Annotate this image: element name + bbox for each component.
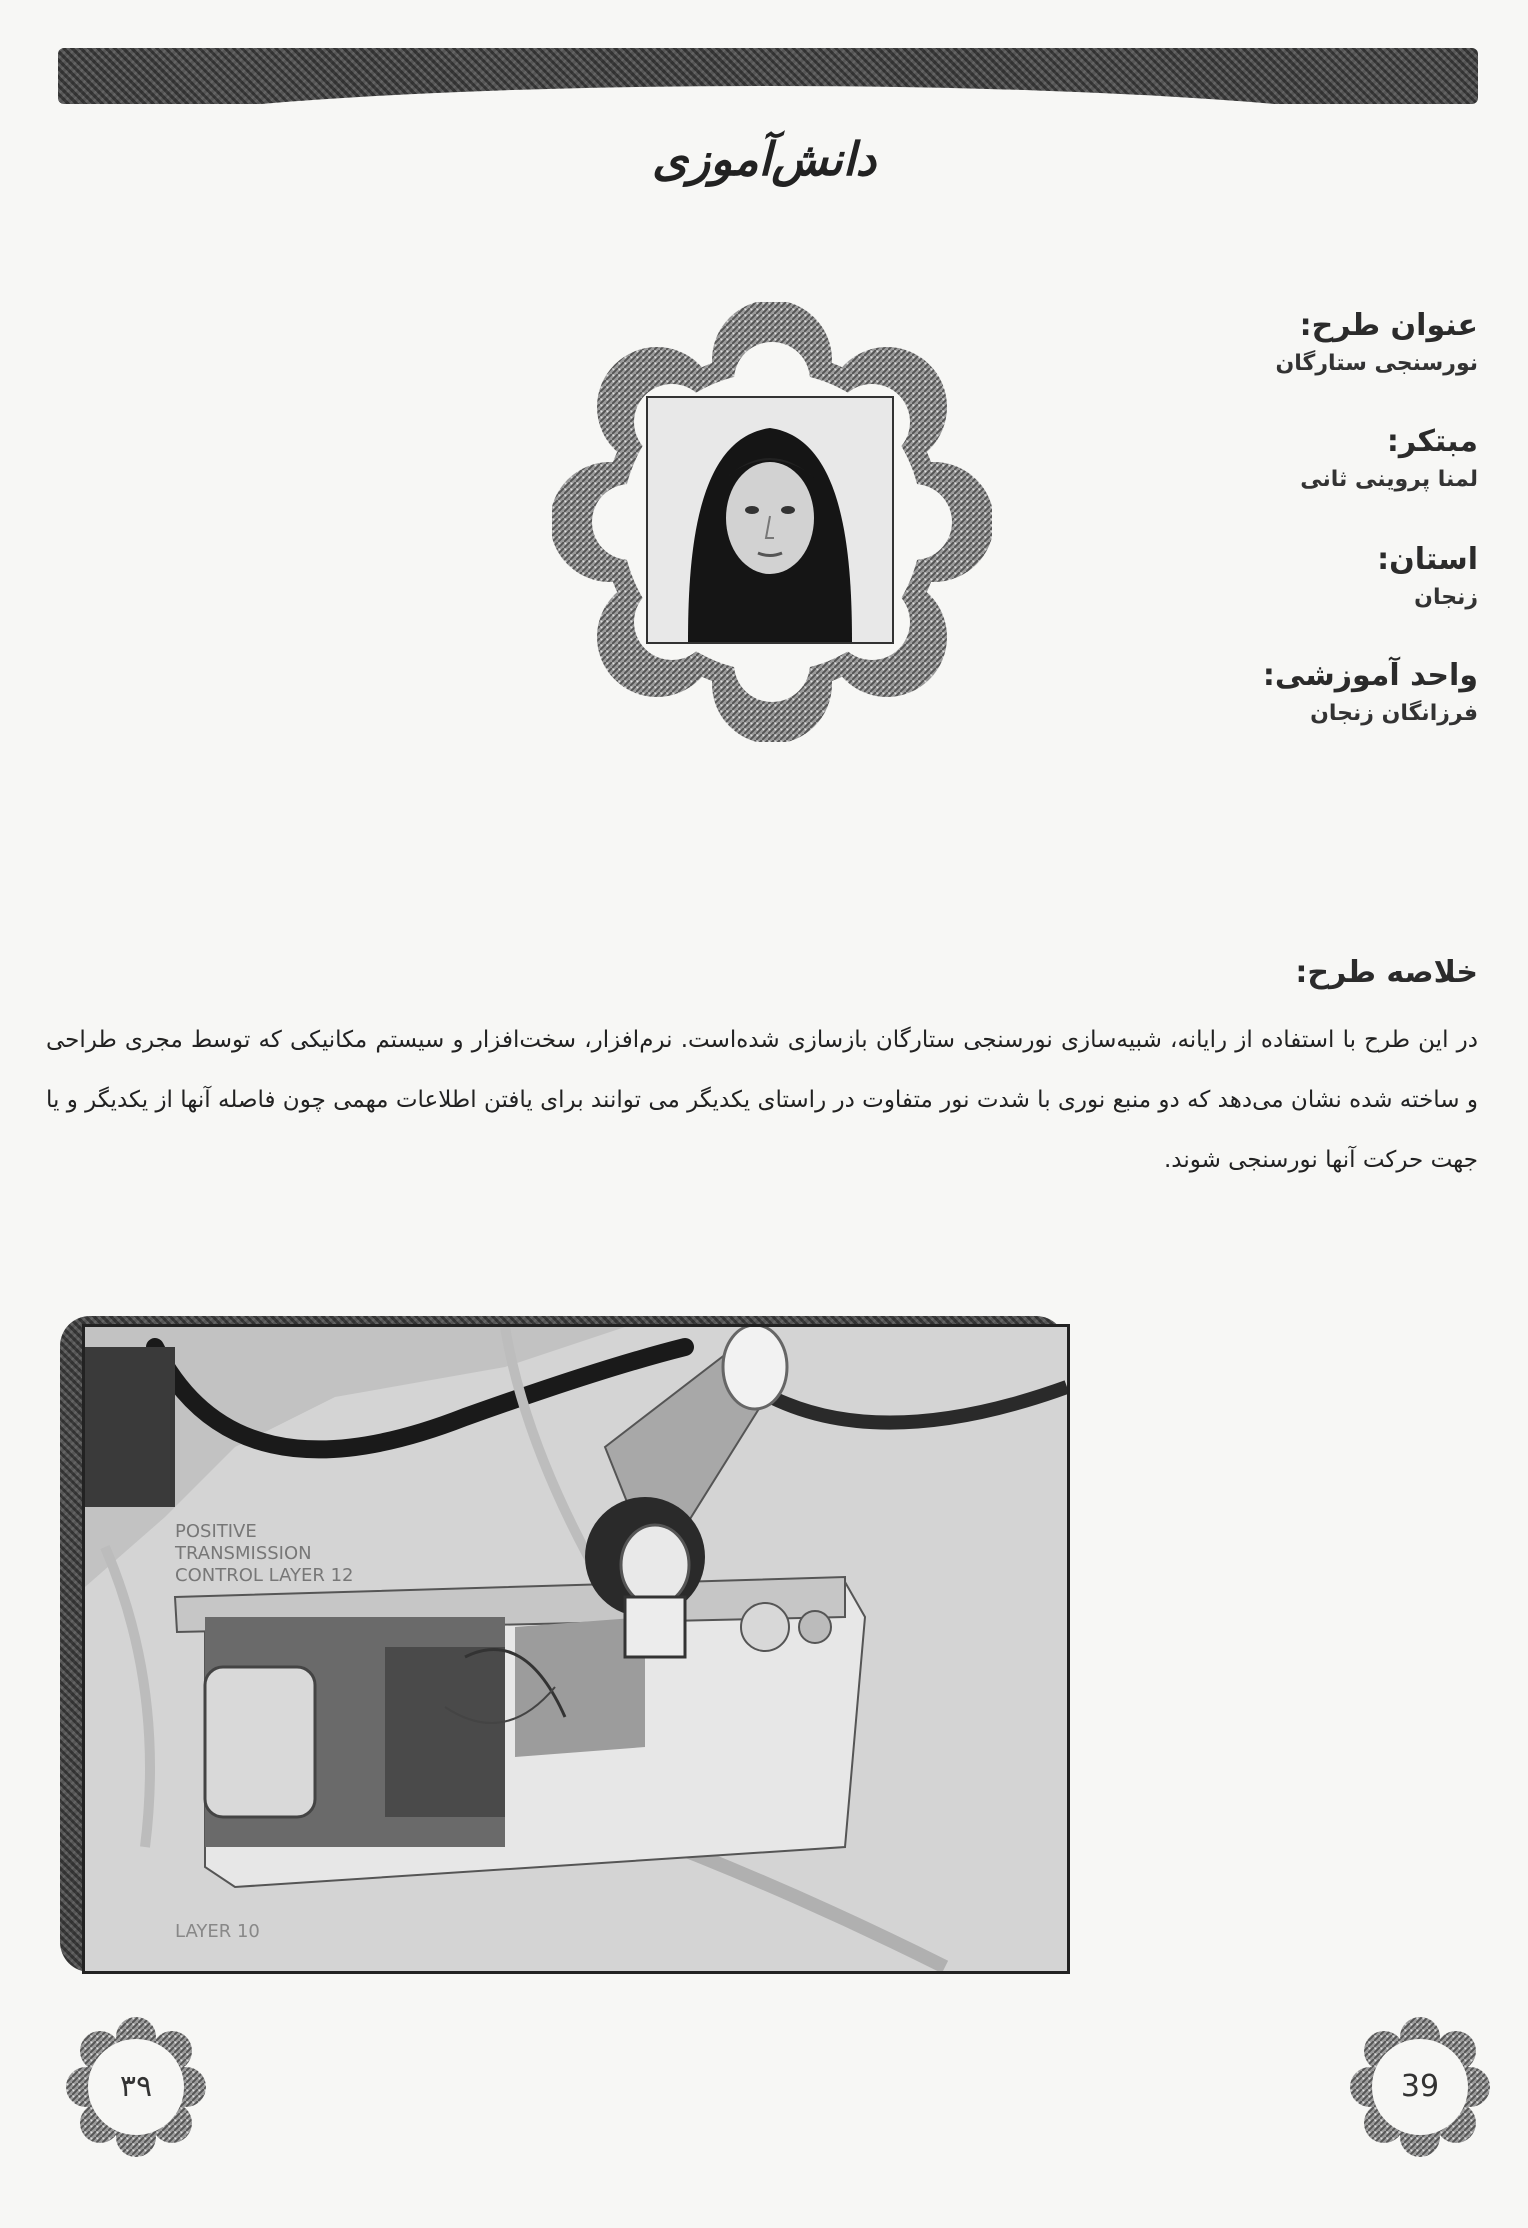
project-title-label: عنوان طرح: (1299, 308, 1478, 343)
project-title-value: نورسنجی ستارگان (1275, 351, 1478, 376)
inventor-block (1058, 424, 1478, 492)
summary-paragraph: در این طرح با استفاده از رایانه، شبیه‌سازی نورسنجی ستارگان بازسازی شده‌است. نرم‌افزار، سخت‌افزار و سیستم مکانیکی که توسط مجری طراحی و ساخته شده نشان می‌دهد که دو منبع نوری با شدت نور متفاوت در راستای یکدیگر می توانند برای یافتن اطلاعات مهمی چون فاصله آنها از یکدیگر و یا جهت حرکت آنها نورسنجی شوند. (46, 1027, 1478, 1173)
unit-value: فرزانگان زنجان (1310, 701, 1478, 726)
page-number-badge-left (66, 2017, 206, 2157)
device-photo (82, 1324, 1070, 1974)
photo-label-line3: CONTROL LAYER 12 (175, 1565, 354, 1586)
inventor-portrait (646, 396, 894, 644)
page-number-persian: ۳۹ (119, 2069, 153, 2104)
unit-block (1058, 658, 1478, 726)
unit-label: واحد آموزشی: (1262, 658, 1478, 693)
province-value: زنجان (1414, 585, 1478, 610)
page-title: دانش‌آموزی (651, 132, 877, 186)
province-label: استان: (1377, 542, 1478, 577)
photo-label-line2: TRANSMISSION (175, 1543, 312, 1564)
photo-label-bottom: LAYER 10 (175, 1921, 260, 1942)
page-number-latin: 39 (1400, 2069, 1440, 2104)
project-title-block (1058, 308, 1478, 376)
summary-heading: خلاصه طرح: (1295, 955, 1478, 990)
inventor-label: مبتکر: (1386, 424, 1478, 459)
page-number-badge-right (1350, 2017, 1490, 2157)
province-block (1058, 542, 1478, 610)
inventor-value: لمنا پروینی ثانی (1300, 467, 1478, 492)
photo-label-line1: POSITIVE (175, 1521, 257, 1542)
